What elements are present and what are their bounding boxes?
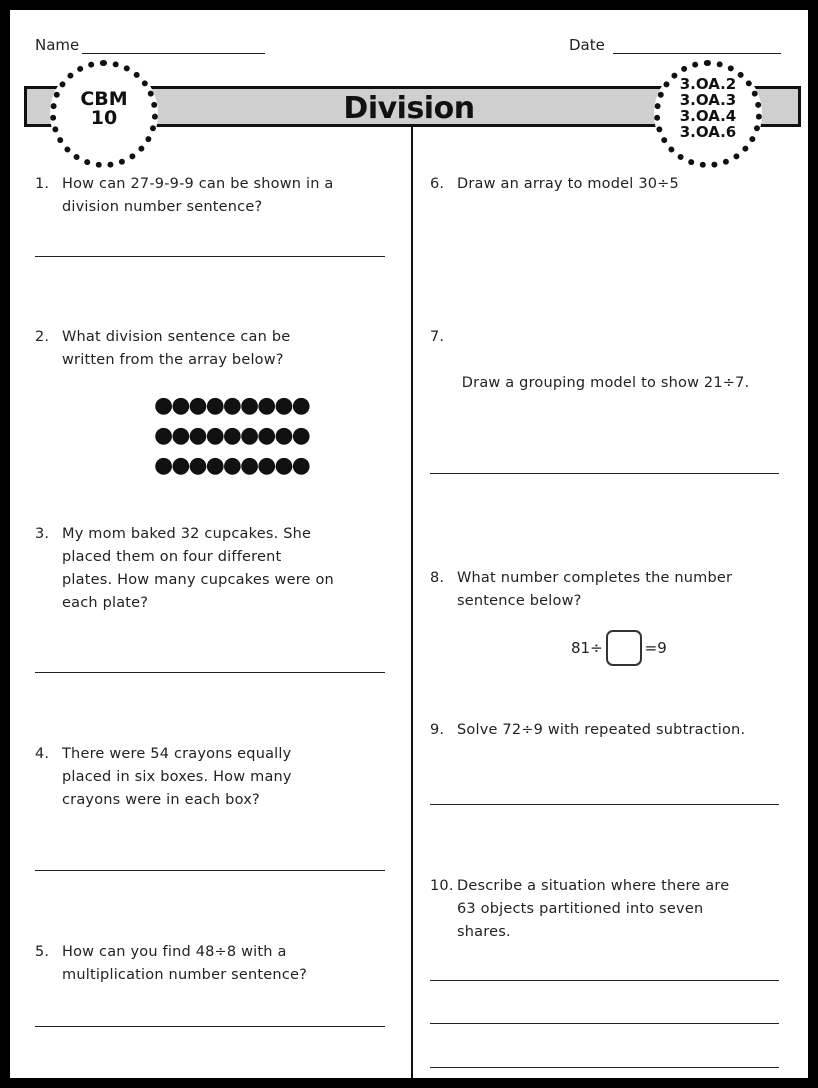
- answer-box[interactable]: [606, 630, 642, 666]
- answer-line-5: [35, 1026, 385, 1027]
- question-number: 4.: [35, 746, 50, 762]
- dot-array-row: ●●●●●●●●●: [154, 453, 309, 478]
- answer-line-7: [430, 473, 779, 474]
- question-text-line: Describe a situation where there are: [457, 878, 730, 894]
- question-text-line: placed in six boxes. How many: [62, 769, 292, 785]
- question-text-line: Solve 72÷9 with repeated subtraction.: [457, 722, 746, 738]
- question-text-line: sentence below?: [457, 593, 582, 609]
- question-number: 7.: [430, 329, 445, 345]
- standards-list: [668, 76, 748, 140]
- dot-array-row: ●●●●●●●●●: [154, 393, 309, 418]
- answer-line-10a: [430, 980, 779, 981]
- worksheet-page: [10, 10, 808, 1078]
- question-number: 8.: [430, 570, 445, 586]
- standard-2: 3.OA.3: [679, 91, 737, 109]
- question-text-line: How can you find 48÷8 with a: [62, 944, 287, 960]
- question-text-line: What division sentence can be: [62, 329, 291, 345]
- question-text-line: shares.: [457, 924, 511, 940]
- answer-line-1: [35, 256, 385, 257]
- answer-line-10c: [430, 1067, 779, 1068]
- answer-line-3: [35, 672, 385, 673]
- cbm-badge-line-2: 10: [90, 107, 118, 129]
- question-number: 3.: [35, 526, 50, 542]
- standard-1: 3.OA.2: [679, 75, 737, 93]
- question-text-line: multiplication number sentence?: [62, 967, 308, 983]
- standard-3: 3.OA.4: [679, 107, 737, 125]
- question-text-line: My mom baked 32 cupcakes. She: [62, 526, 312, 542]
- question-text-line: Draw an array to model 30÷5: [457, 176, 679, 192]
- question-number: 9.: [430, 722, 445, 738]
- date-blank: [613, 53, 781, 54]
- name-label: Name: [35, 36, 80, 54]
- question-number: 10.: [430, 878, 454, 894]
- question-text-line: plates. How many cupcakes were on: [62, 572, 334, 588]
- question-text-line: division number sentence?: [62, 199, 263, 215]
- dot-array-row: ●●●●●●●●●: [154, 423, 309, 448]
- cbm-badge-label: [65, 90, 143, 128]
- question-number: 6.: [430, 176, 445, 192]
- cbm-badge-line-1: CBM: [80, 88, 128, 110]
- answer-line-4: [35, 870, 385, 871]
- answer-line-9: [430, 804, 779, 805]
- question-text-line: How can 27-9-9-9 can be shown in a: [62, 176, 334, 192]
- missing-number-equation: [571, 630, 667, 666]
- question-text-line: written from the array below?: [62, 352, 284, 368]
- question-text-line: Draw a grouping model to show 21÷7.: [457, 375, 750, 391]
- page-title: Division: [343, 91, 475, 126]
- equation-left: 81÷: [571, 639, 603, 657]
- standard-4: 3.OA.6: [679, 123, 737, 141]
- date-label: Date: [569, 36, 605, 54]
- question-text-line: each plate?: [62, 595, 149, 611]
- name-blank: [82, 53, 265, 54]
- answer-line-10b: [430, 1023, 779, 1024]
- question-text-line: What number completes the number: [457, 570, 733, 586]
- column-divider: [411, 127, 413, 1078]
- question-text-line: placed them on four different: [62, 549, 282, 565]
- question-text-line: 63 objects partitioned into seven: [457, 901, 704, 917]
- question-text-line: crayons were in each box?: [62, 792, 260, 808]
- question-number: 2.: [35, 329, 50, 345]
- question-number: 1.: [35, 176, 50, 192]
- dot-array: [154, 391, 309, 481]
- equation-right: =9: [644, 639, 667, 657]
- question-number: 5.: [35, 944, 50, 960]
- question-text-line: There were 54 crayons equally: [62, 746, 292, 762]
